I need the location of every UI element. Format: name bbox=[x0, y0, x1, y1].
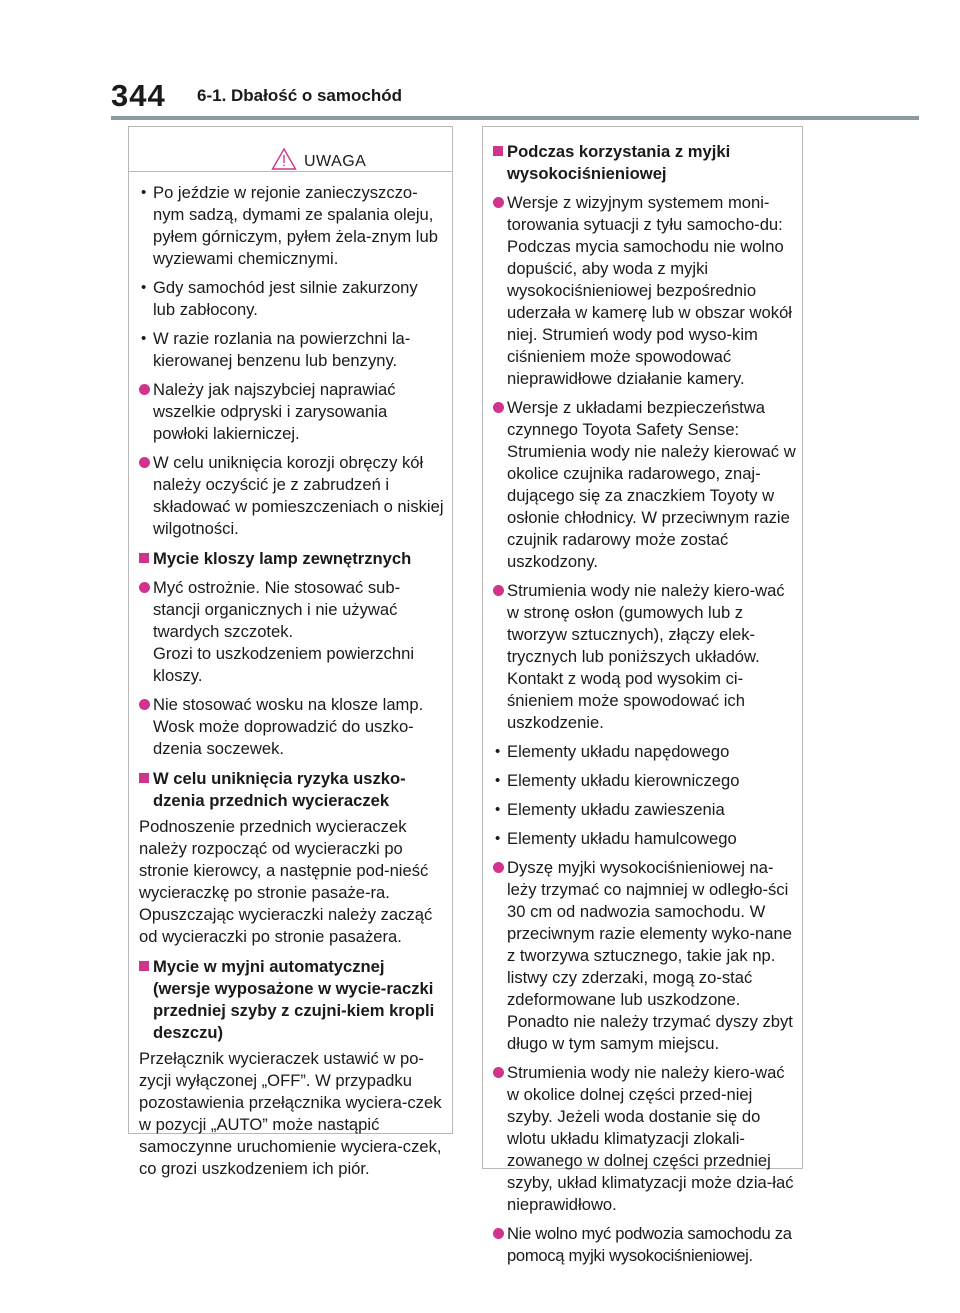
bullet-text: W razie rozlania na powierzchni la-kierowanej benzenu lub benzyny. bbox=[153, 329, 411, 370]
list-item bbox=[493, 580, 796, 734]
circle-bullet-icon bbox=[139, 699, 150, 710]
page-number: 344 bbox=[111, 78, 166, 113]
item-text: Należy jak najszybciej naprawiać wszelkie odpryski i zarysowania powłoki lakierniczej. bbox=[153, 380, 396, 443]
heading-text: Mycie kloszy lamp zewnętrznych bbox=[153, 549, 412, 568]
body-paragraph: Przełącznik wycieraczek ustawić w po-zycji wyłączonej „OFF”. W przypadku pozostawienia przełącznika wyciera-czek w pozycji „AUTO” może nastąpić samoczynne uruchomienie wyciera-czek, co grozi uszkodzeniem ich piór. bbox=[139, 1049, 442, 1178]
circle-bullet-icon bbox=[493, 402, 504, 413]
item-note: Grozi to uszkodzeniem powierzchni kloszy. bbox=[153, 644, 415, 685]
heading-text: Mycie w myjni automatycznej (wersje wyposażone w wycie-raczki przedniej szyby z czujni-kiem kropli deszczu) bbox=[153, 957, 435, 1042]
item-text: Dyszę myjki wysokociśnieniowej na-leży trzymać co najmniej w odległo-ści 30 cm od nadwozia samochodu. W przeciwnym razie elementy wyko-nane z tworzywa sztucznego, takie jak np. listwy czy zderzaki, mogą zo-stać zdeformowane lub uszkodzone. Ponadto nie należy trzymać dyszy zbyt długo w tym samym miejscu. bbox=[507, 858, 793, 1053]
item-text: Nie stosować wosku na klosze lamp. bbox=[153, 695, 424, 714]
subsection-heading bbox=[139, 956, 444, 1044]
list-item bbox=[493, 857, 796, 1055]
circle-bullet-icon bbox=[139, 582, 150, 593]
circle-bullet-icon bbox=[493, 1228, 504, 1239]
bullet-text: Elementy układu hamulcowego bbox=[507, 829, 737, 848]
circle-bullet-icon bbox=[139, 384, 150, 395]
circle-bullet-icon bbox=[493, 1067, 504, 1078]
heading-text: Podczas korzystania z myjki wysokociśnieniowej bbox=[507, 142, 731, 183]
right-column-content bbox=[493, 133, 796, 1267]
list-item: • Elementy układu napędowego bbox=[495, 742, 730, 761]
item-note: Wosk może doprowadzić do uszko-dzenia soczewek. bbox=[153, 717, 414, 758]
bullet-text: Gdy samochód jest silnie zakurzony lub zabłocony. bbox=[153, 278, 418, 319]
subsection-heading bbox=[493, 141, 796, 185]
list-item: • Gdy samochód jest silnie zakurzony lub zabłocony. bbox=[141, 278, 418, 319]
list-item bbox=[493, 192, 796, 390]
list-item bbox=[139, 452, 444, 540]
list-item bbox=[139, 577, 444, 687]
circle-bullet-icon bbox=[493, 197, 504, 208]
list-item bbox=[493, 397, 796, 573]
body-paragraph: Podnoszenie przednich wycieraczek należy rozpocząć od wycieraczki po stronie kierowcy, a następnie pod-nieść wycieraczkę po stronie pasaże-ra. Opuszczając wycieraczki należy zacząć od wycieraczki po stronie pasażera. bbox=[139, 817, 433, 946]
list-item: • Po jeździe w rejonie zanieczyszczo-nym sadzą, dymami ze spalania oleju, pyłem górniczym, pyłem żela-znym lub wyziewami chemicznymi. bbox=[141, 183, 438, 268]
item-text: Wersje z układami bezpieczeństwa czynnego Toyota Safety Sense: Strumienia wody nie należy kierować w okolice czujnika radarowego, znaj-dującego się za znaczkiem Toyoty w osłonie chłodnicy. W przeciwnym razie czujnik radarowy może zostać uszkodzony. bbox=[507, 398, 796, 571]
warning-box bbox=[128, 126, 453, 1178]
list-item bbox=[139, 379, 444, 445]
item-text: W celu uniknięcia korozji obręczy kół należy oczyścić je z zabrudzeń i składować w pomieszczeniach o niskiej wilgotności. bbox=[153, 453, 444, 538]
list-item bbox=[493, 1223, 796, 1267]
square-bullet-icon bbox=[139, 773, 149, 783]
section-title: 6-1. Dbałość o samochód bbox=[197, 86, 402, 105]
list-item bbox=[139, 694, 444, 760]
subsection-heading bbox=[139, 548, 444, 570]
bullet-text: Po jeździe w rejonie zanieczyszczo-nym sadzą, dymami ze spalania oleju, pyłem górniczym, pyłem żela-znym lub wyziewami chemicznymi. bbox=[153, 183, 438, 268]
warning-triangle-icon bbox=[271, 147, 297, 171]
list-item: • W razie rozlania na powierzchni la-kierowanej benzenu lub benzyny. bbox=[141, 329, 411, 370]
bullet-text: Elementy układu zawieszenia bbox=[507, 800, 725, 819]
square-bullet-icon bbox=[139, 961, 149, 971]
item-text: Nie wolno myć podwozia samochodu za pomocą myjki wysokociśnieniowej. bbox=[507, 1224, 792, 1265]
list-item: • Elementy układu hamulcowego bbox=[495, 829, 737, 848]
bullet-text: Elementy układu napędowego bbox=[507, 742, 730, 761]
circle-bullet-icon bbox=[139, 457, 150, 468]
item-text: Myć ostrożnie. Nie stosować sub-stancji organicznych i nie używać twardych szczotek. bbox=[153, 578, 401, 641]
subsection-heading bbox=[139, 768, 444, 812]
square-bullet-icon bbox=[493, 146, 503, 156]
circle-bullet-icon bbox=[493, 585, 504, 596]
bullet-text: Elementy układu kierowniczego bbox=[507, 771, 740, 790]
list-item: • Elementy układu zawieszenia bbox=[495, 800, 725, 819]
item-text: Wersje z wizyjnym systemem moni-torowania sytuacji z tyłu samocho-du: Podczas mycia samochodu nie wolno dopuścić, aby woda z myjki wysokociśnieniowej bezpośrednio uderzała w kamerę lub w obszar wokół niej. Strumień wody pod wyso-kim ciśnieniem może spowodować nieprawidłowe działanie kamery. bbox=[507, 193, 792, 388]
item-text: Strumienia wody nie należy kiero-wać w stronę osłon (gumowych lub z tworzyw sztucznych), złączy elek-trycznych lub poniższych układów. Kontakt z wodą pod wysokim ci-śnieniem może spowodować ich uszkodzenie. bbox=[507, 581, 785, 732]
list-item bbox=[493, 1062, 796, 1216]
heading-text: W celu uniknięcia ryzyka uszko-dzenia przednich wycieraczek bbox=[153, 769, 406, 810]
header-rule bbox=[111, 116, 919, 120]
item-text: Strumienia wody nie należy kiero-wać w okolice dolnej części przed-niej szyby. Jeżeli woda dostanie się do wlotu układu klimatyzacji zlokali-zowanego w dolnej części przedniej szyby, układ klimatyzacji może dzia-łać nieprawidłowo. bbox=[507, 1063, 794, 1214]
left-column-content bbox=[139, 175, 444, 1180]
square-bullet-icon bbox=[139, 553, 149, 563]
circle-bullet-icon bbox=[493, 862, 504, 873]
warning-header bbox=[129, 139, 452, 171]
list-item: • Elementy układu kierowniczego bbox=[495, 771, 740, 790]
warning-divider bbox=[129, 171, 452, 172]
warning-label: UWAGA bbox=[304, 153, 367, 170]
info-box bbox=[482, 126, 803, 1265]
